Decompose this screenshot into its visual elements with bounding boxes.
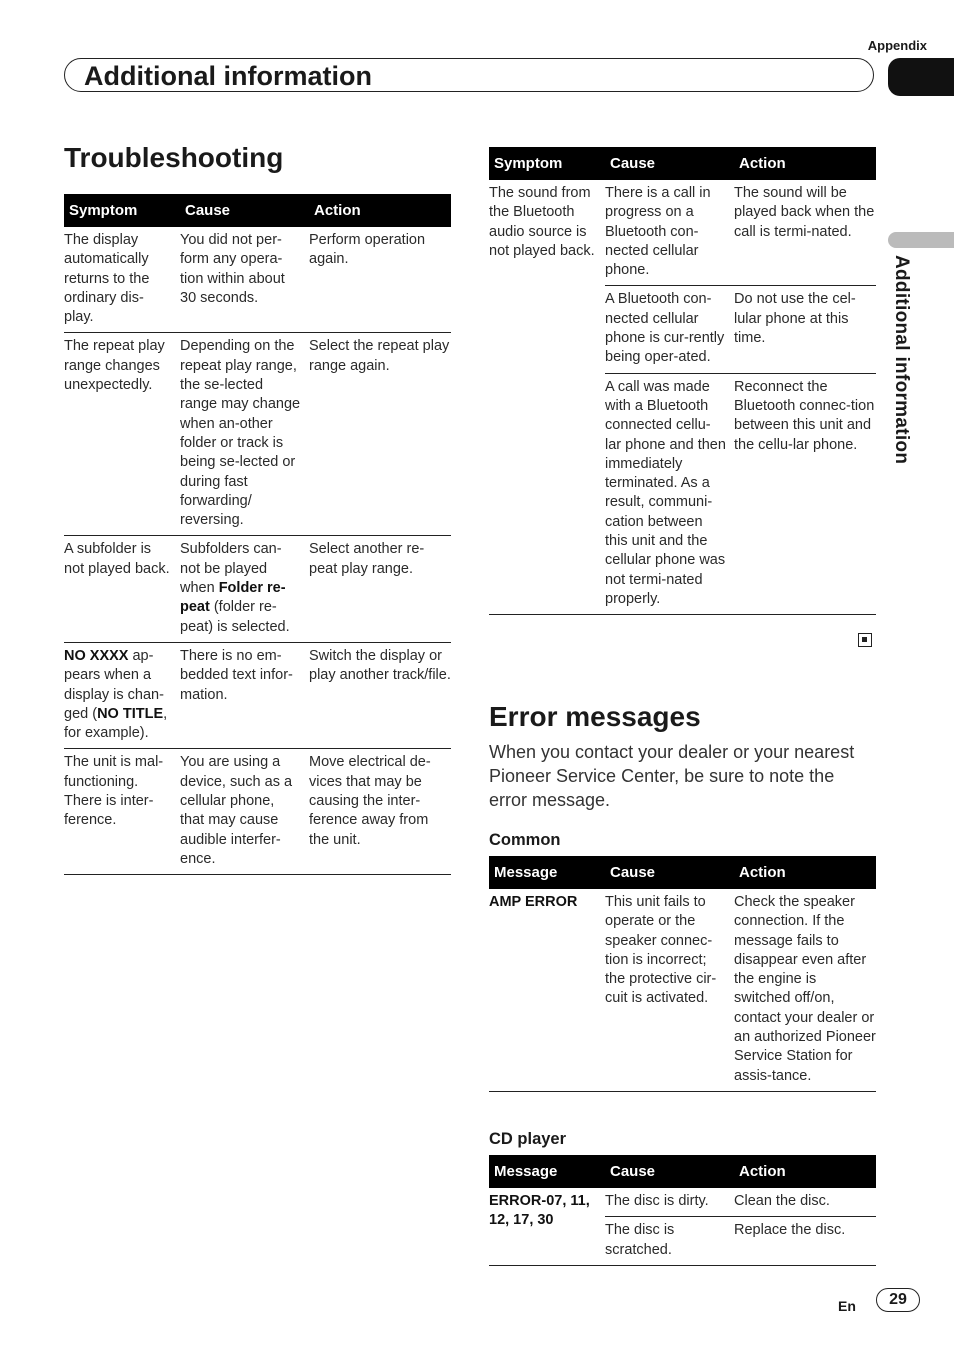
action-cell: Move electrical de-vices that may be causing the inter-ference away from the unit. <box>309 749 451 875</box>
end-of-section-mark <box>858 633 872 647</box>
table-row <box>64 642 451 748</box>
message-cell: ERROR-07, 11, 12, 17, 30 <box>489 1188 605 1265</box>
header-message: Message <box>489 1155 605 1188</box>
cause-cell: This unit fails to operate or the speaker connec-tion is incorrect; the protective cir-cuit is activated. <box>605 889 734 1091</box>
symptom-cell: The sound from the Bluetooth audio source is not played back. <box>489 180 605 615</box>
table-row <box>489 180 876 286</box>
action-cell: The sound will be played back when the call is termi-nated. <box>734 180 876 286</box>
action-cell: Perform operation again. <box>309 227 451 333</box>
appendix-label: Appendix <box>867 38 927 53</box>
symptom-cell: The repeat play range changes unexpectedly. <box>64 333 180 536</box>
header-cause: Cause <box>605 1155 734 1188</box>
header-symptom: Symptom <box>489 147 605 180</box>
cause-cell: You did not per-form any opera-tion within about 30 seconds. <box>180 227 309 333</box>
action-cell: Reconnect the Bluetooth connec-tion between this unit and the cellu-lar phone. <box>734 373 876 615</box>
table-row <box>64 749 451 875</box>
cause-cell: The disc is dirty. <box>605 1188 734 1217</box>
message-cell: AMP ERROR <box>489 889 605 1091</box>
language-label: En <box>838 1298 856 1314</box>
section-tab-marker <box>888 58 954 96</box>
symptom-cell: A subfolder is not played back. <box>64 536 180 642</box>
action-cell: Select another re-peat play range. <box>309 536 451 642</box>
header-cause: Cause <box>605 856 734 889</box>
header-action: Action <box>734 1155 876 1188</box>
side-tab-label: Additional information <box>891 255 912 465</box>
cause-cell: There is a call in progress on a Bluetooth con-nected cellular phone. <box>605 180 734 286</box>
troubleshooting-table <box>64 194 451 875</box>
table-row <box>64 333 451 536</box>
cause-cell: Subfolders can-not be played when Folder re-peat (folder re-peat) is selected. <box>180 536 309 642</box>
symptom-cell: The unit is mal-functioning. There is inter-ference. <box>64 749 180 875</box>
action-cell: Do not use the cel-lular phone at this time. <box>734 286 876 373</box>
action-cell: Switch the display or play another track/file. <box>309 642 451 748</box>
side-tab-marker <box>888 232 954 248</box>
page-number: 29 <box>876 1288 920 1312</box>
action-cell: Select the repeat play range again. <box>309 333 451 536</box>
header-action: Action <box>734 856 876 889</box>
table-row <box>64 227 451 333</box>
cause-cell: A Bluetooth con-nected cellular phone is cur-rently being oper-ated. <box>605 286 734 373</box>
action-cell: Check the speaker connection. If the message fails to disappear even after the engine is switched off/on, contact your dealer or an authorized Pioneer Service Station for assis-tance. <box>734 889 876 1091</box>
table-header-row <box>489 147 876 180</box>
header-cause: Cause <box>180 194 309 227</box>
symptom-cell: The display automatically returns to the ordinary dis-play. <box>64 227 180 333</box>
cause-cell: The disc is scratched. <box>605 1217 734 1266</box>
table-header-row <box>489 1155 876 1188</box>
header-symptom: Symptom <box>64 194 180 227</box>
cd-error-table <box>489 1155 876 1266</box>
common-subtitle: Common <box>489 831 561 849</box>
table-header-row <box>64 194 451 227</box>
header-action: Action <box>734 147 876 180</box>
table-row <box>489 1188 876 1217</box>
cause-cell: A call was made with a Bluetooth connected cellu-lar phone and then immediately terminated. As a result, communi-cation between this unit and the cellular phone was not termi-nated properly. <box>605 373 734 615</box>
cause-cell: Depending on the repeat play range, the se-lected range may change when an-other folder or track is being se-lected or during fast forwarding/ reversing. <box>180 333 309 536</box>
error-messages-title: Error messages <box>489 701 701 732</box>
banner-title: Additional information <box>84 61 372 91</box>
cause-cell: You are using a device, such as a cellular phone, that may cause audible interfer-ence. <box>180 749 309 875</box>
table-header-row <box>489 856 876 889</box>
bluetooth-troubleshooting-table <box>489 147 876 615</box>
table-row <box>489 889 876 1091</box>
cd-player-subtitle: CD player <box>489 1130 567 1148</box>
action-cell: Clean the disc. <box>734 1188 876 1217</box>
troubleshooting-title: Troubleshooting <box>64 142 284 173</box>
symptom-cell: NO XXXX ap-pears when a display is chan-ged (NO TITLE, for example). <box>64 642 180 748</box>
header-action: Action <box>309 194 451 227</box>
table-row <box>64 536 451 642</box>
header-message: Message <box>489 856 605 889</box>
action-cell: Replace the disc. <box>734 1217 876 1266</box>
header-cause: Cause <box>605 147 734 180</box>
error-messages-intro: When you contact your dealer or your nearest Pioneer Service Center, be sure to note the error message. <box>489 742 855 810</box>
common-error-table <box>489 856 876 1092</box>
cause-cell: There is no em-bedded text infor-mation. <box>180 642 309 748</box>
